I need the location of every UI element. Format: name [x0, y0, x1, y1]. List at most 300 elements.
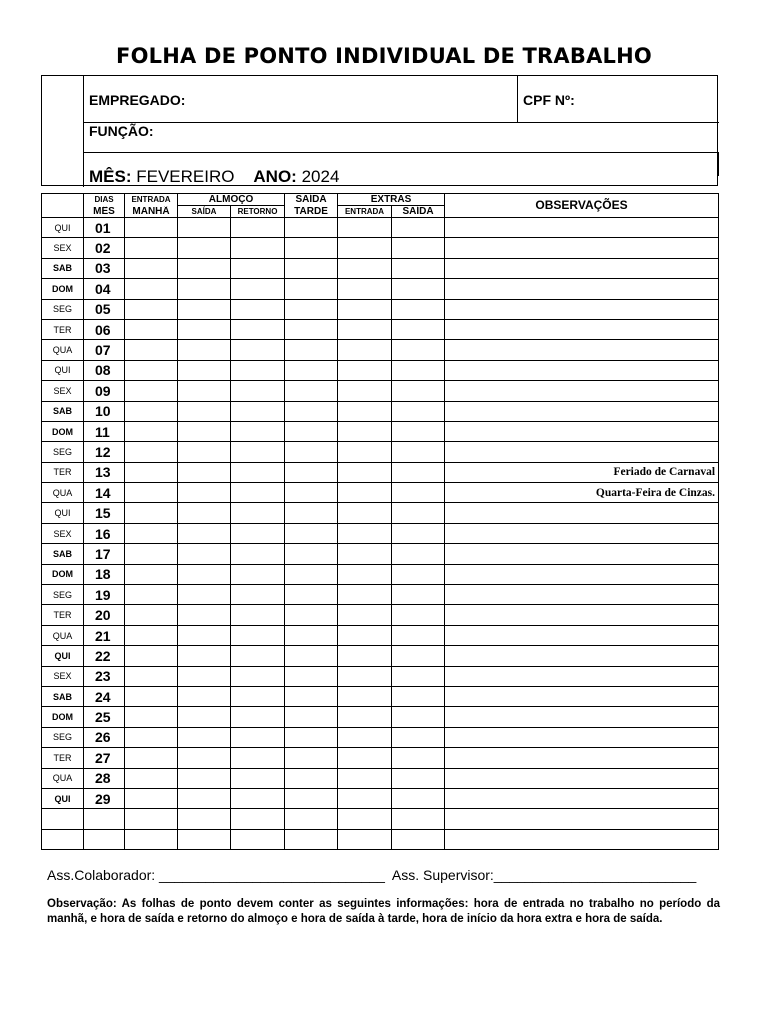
observacoes-header: OBSERVAÇÕES	[445, 194, 719, 218]
entrada-manha-cell[interactable]	[125, 544, 178, 564]
weekday-cell: SAB	[42, 544, 84, 564]
day-number-cell: 04	[84, 279, 125, 299]
observacoes-cell[interactable]	[445, 360, 719, 380]
observacoes-cell[interactable]: Quarta-Feira de Cinzas.	[445, 483, 719, 503]
almoco-retorno-cell[interactable]	[231, 523, 285, 543]
observacoes-cell[interactable]	[445, 727, 719, 747]
extras-saida-cell[interactable]	[392, 381, 445, 401]
observacoes-cell[interactable]	[445, 646, 719, 666]
almoco-retorno-cell[interactable]	[231, 258, 285, 278]
weekday-cell: QUA	[42, 625, 84, 645]
observacoes-cell[interactable]	[445, 605, 719, 625]
observacoes-cell[interactable]	[445, 544, 719, 564]
observacoes-cell[interactable]	[445, 788, 719, 808]
entrada-manha-cell[interactable]	[125, 258, 178, 278]
extras-entrada-cell[interactable]	[338, 605, 392, 625]
entrada-manha-cell[interactable]	[125, 686, 178, 706]
almoco-retorno-cell[interactable]	[231, 381, 285, 401]
saida-tarde-cell[interactable]	[285, 625, 338, 645]
almoco-saida-header: SAÍDA	[178, 206, 231, 218]
extras-entrada-cell[interactable]	[338, 564, 392, 584]
entrada-manha-cell[interactable]	[125, 442, 178, 462]
weekday-cell	[42, 809, 84, 829]
almoco-retorno-cell[interactable]	[231, 686, 285, 706]
almoco-retorno-cell[interactable]	[231, 360, 285, 380]
observacoes-cell[interactable]	[445, 258, 719, 278]
extras-saida-cell[interactable]	[392, 319, 445, 339]
entrada-manha-cell[interactable]	[125, 605, 178, 625]
day-number-cell: 17	[84, 544, 125, 564]
extras-saida-cell[interactable]	[392, 360, 445, 380]
almoco-saida-cell[interactable]	[178, 625, 231, 645]
extras-saida-cell[interactable]	[392, 646, 445, 666]
extras-entrada-cell[interactable]	[338, 442, 392, 462]
entrada-manha-cell[interactable]	[125, 523, 178, 543]
header-divider	[717, 152, 719, 176]
mes-header: MÊS	[84, 206, 125, 218]
extras-entrada-cell[interactable]	[338, 544, 392, 564]
almoco-saida-cell[interactable]	[178, 564, 231, 584]
almoco-retorno-header: RETORNO	[231, 206, 285, 218]
colaborador-signature[interactable]: Ass.Colaborador: _____________________________	[47, 867, 385, 883]
ano-value: 2024	[301, 167, 340, 186]
extras-entrada-cell[interactable]	[338, 625, 392, 645]
saida-tarde-cell[interactable]	[285, 585, 338, 605]
manha-header: MANHÃ	[125, 206, 178, 218]
saida-tarde-cell[interactable]	[285, 727, 338, 747]
weekday-cell: SAB	[42, 401, 84, 421]
timesheet-table	[41, 193, 719, 850]
note-label: Observação:	[47, 898, 117, 910]
table-row	[42, 544, 719, 564]
extras-saida-cell[interactable]	[392, 809, 445, 829]
observacoes-cell[interactable]	[445, 503, 719, 523]
saida-tarde-cell[interactable]	[285, 788, 338, 808]
table-row	[42, 340, 719, 360]
almoco-saida-cell[interactable]	[178, 523, 231, 543]
almoco-saida-cell[interactable]	[178, 319, 231, 339]
table-row	[42, 218, 719, 238]
entrada-manha-cell[interactable]	[125, 564, 178, 584]
supervisor-signature[interactable]: Ass. Supervisor:__________________________	[391, 867, 697, 883]
extras-entrada-cell[interactable]	[338, 360, 392, 380]
day-number-cell: 24	[84, 686, 125, 706]
almoco-retorno-cell[interactable]	[231, 646, 285, 666]
entrada-manha-cell[interactable]	[125, 625, 178, 645]
observacoes-cell[interactable]	[445, 442, 719, 462]
extras-entrada-cell[interactable]	[338, 421, 392, 441]
saida-tarde-cell[interactable]	[285, 707, 338, 727]
observacoes-cell[interactable]	[445, 523, 719, 543]
extras-entrada-cell[interactable]	[338, 686, 392, 706]
weekday-header	[42, 194, 84, 218]
extras-entrada-cell[interactable]	[338, 768, 392, 788]
saida-tarde-cell[interactable]	[285, 768, 338, 788]
extras-entrada-cell[interactable]	[338, 585, 392, 605]
almoco-retorno-cell[interactable]	[231, 625, 285, 645]
entrada-manha-cell[interactable]	[125, 503, 178, 523]
table-row	[42, 666, 719, 686]
observacoes-cell[interactable]	[445, 401, 719, 421]
almoco-retorno-cell[interactable]	[231, 768, 285, 788]
extras-entrada-cell[interactable]	[338, 809, 392, 829]
almoco-saida-cell[interactable]	[178, 788, 231, 808]
almoco-retorno-cell[interactable]	[231, 238, 285, 258]
observacoes-cell[interactable]: Feriado de Carnaval	[445, 462, 719, 482]
almoco-saida-cell[interactable]	[178, 483, 231, 503]
extras-saida-cell[interactable]	[392, 564, 445, 584]
entrada-manha-cell[interactable]	[125, 829, 178, 849]
almoco-retorno-cell[interactable]	[231, 809, 285, 829]
observacoes-cell[interactable]	[445, 299, 719, 319]
almoco-saida-cell[interactable]	[178, 238, 231, 258]
header-divider	[517, 76, 518, 122]
almoco-saida-cell[interactable]	[178, 585, 231, 605]
extras-saida-cell[interactable]	[392, 258, 445, 278]
extras-saida-cell[interactable]	[392, 218, 445, 238]
entrada-manha-cell[interactable]	[125, 381, 178, 401]
extras-saida-cell[interactable]	[392, 340, 445, 360]
weekday-cell: TER	[42, 748, 84, 768]
saida-tarde-cell[interactable]	[285, 503, 338, 523]
almoco-retorno-cell[interactable]	[231, 727, 285, 747]
entrada-manha-cell[interactable]	[125, 809, 178, 829]
almoco-saida-cell[interactable]	[178, 381, 231, 401]
saida-tarde-cell[interactable]	[285, 686, 338, 706]
observacoes-cell[interactable]	[445, 564, 719, 584]
almoco-saida-cell[interactable]	[178, 727, 231, 747]
entrada-manha-cell[interactable]	[125, 360, 178, 380]
extras-entrada-cell[interactable]	[338, 727, 392, 747]
saida-tarde-cell[interactable]	[285, 340, 338, 360]
weekday-cell: SEG	[42, 299, 84, 319]
extras-entrada-cell[interactable]	[338, 646, 392, 666]
table-row	[42, 279, 719, 299]
day-number-cell: 03	[84, 258, 125, 278]
extras-saida-cell[interactable]	[392, 788, 445, 808]
entrada-manha-cell[interactable]	[125, 279, 178, 299]
day-number-cell: 09	[84, 381, 125, 401]
almoco-saida-cell[interactable]	[178, 442, 231, 462]
almoco-saida-cell[interactable]	[178, 666, 231, 686]
extras-entrada-cell[interactable]	[338, 258, 392, 278]
almoco-retorno-cell[interactable]	[231, 707, 285, 727]
mes-value: FEVEREIRO	[136, 167, 235, 186]
saida-tarde-cell[interactable]	[285, 544, 338, 564]
almoco-saida-cell[interactable]	[178, 707, 231, 727]
extras-entrada-cell[interactable]	[338, 788, 392, 808]
saida-tarde-cell[interactable]	[285, 809, 338, 829]
table-row	[42, 523, 719, 543]
almoco-retorno-cell[interactable]	[231, 340, 285, 360]
entrada-manha-cell[interactable]	[125, 707, 178, 727]
almoco-retorno-cell[interactable]	[231, 421, 285, 441]
entrada-manha-cell[interactable]	[125, 788, 178, 808]
day-number-cell: 14	[84, 483, 125, 503]
entrada-manha-cell[interactable]	[125, 319, 178, 339]
observacoes-cell[interactable]	[445, 279, 719, 299]
observacoes-cell[interactable]	[445, 686, 719, 706]
entrada-manha-cell[interactable]	[125, 748, 178, 768]
almoco-saida-cell[interactable]	[178, 340, 231, 360]
day-number-cell: 18	[84, 564, 125, 584]
almoco-saida-cell[interactable]	[178, 686, 231, 706]
almoco-retorno-cell[interactable]	[231, 585, 285, 605]
extras-saida-cell[interactable]	[392, 523, 445, 543]
cpf-label: CPF Nº:	[523, 92, 575, 108]
almoco-saida-cell[interactable]	[178, 401, 231, 421]
weekday-cell: QUI	[42, 503, 84, 523]
extras-saida-cell[interactable]	[392, 299, 445, 319]
extras-entrada-cell[interactable]	[338, 238, 392, 258]
extras-entrada-cell[interactable]	[338, 279, 392, 299]
entrada-manha-cell[interactable]	[125, 585, 178, 605]
saida-tarde-cell[interactable]	[285, 258, 338, 278]
extras-saida-header: SAÍDA	[392, 206, 445, 218]
weekday-cell: SEG	[42, 442, 84, 462]
saida-tarde-cell[interactable]	[285, 401, 338, 421]
day-number-cell: 01	[84, 218, 125, 238]
almoco-retorno-cell[interactable]	[231, 483, 285, 503]
day-number-cell: 29	[84, 788, 125, 808]
table-row	[42, 483, 719, 503]
table-row	[42, 503, 719, 523]
almoco-saida-cell[interactable]	[178, 544, 231, 564]
saida-tarde-cell[interactable]	[285, 279, 338, 299]
day-number-cell: 13	[84, 462, 125, 482]
entrada-manha-cell[interactable]	[125, 727, 178, 747]
extras-saida-cell[interactable]	[392, 503, 445, 523]
entrada-manha-cell[interactable]	[125, 646, 178, 666]
table-row	[42, 258, 719, 278]
weekday-cell: SEG	[42, 585, 84, 605]
extras-entrada-cell[interactable]	[338, 340, 392, 360]
extras-entrada-cell[interactable]	[338, 483, 392, 503]
saida-tarde-cell[interactable]	[285, 319, 338, 339]
extras-saida-cell[interactable]	[392, 829, 445, 849]
saida-tarde-cell[interactable]	[285, 483, 338, 503]
extras-entrada-cell[interactable]	[338, 401, 392, 421]
almoco-retorno-cell[interactable]	[231, 218, 285, 238]
extras-saida-cell[interactable]	[392, 605, 445, 625]
weekday-cell: TER	[42, 462, 84, 482]
almoco-saida-cell[interactable]	[178, 748, 231, 768]
table-row	[42, 238, 719, 258]
observacoes-cell[interactable]	[445, 421, 719, 441]
saida-tarde-header: SAÍDA	[285, 194, 338, 206]
table-row	[42, 299, 719, 319]
table-row	[42, 788, 719, 808]
observacoes-cell[interactable]	[445, 319, 719, 339]
observacoes-cell[interactable]	[445, 218, 719, 238]
extras-entrada-header: ENTRADA	[338, 206, 392, 218]
saida-tarde-cell[interactable]	[285, 462, 338, 482]
day-number-cell: 26	[84, 727, 125, 747]
almoco-saida-cell[interactable]	[178, 503, 231, 523]
observacoes-cell[interactable]	[445, 748, 719, 768]
day-number-cell: 22	[84, 646, 125, 666]
observacoes-cell[interactable]	[445, 585, 719, 605]
header-divider	[83, 152, 719, 153]
header-divider	[83, 122, 719, 123]
funcao-label: FUNÇÃO:	[89, 123, 154, 139]
weekday-cell: DOM	[42, 279, 84, 299]
saida-tarde-cell[interactable]	[285, 523, 338, 543]
entrada-manha-cell[interactable]	[125, 768, 178, 788]
almoco-retorno-cell[interactable]	[231, 279, 285, 299]
extras-entrada-cell[interactable]	[338, 707, 392, 727]
extras-saida-cell[interactable]	[392, 625, 445, 645]
entrada-manha-cell[interactable]	[125, 462, 178, 482]
table-row	[42, 585, 719, 605]
saida-tarde-cell[interactable]	[285, 748, 338, 768]
extras-entrada-cell[interactable]	[338, 381, 392, 401]
saida-tarde-cell[interactable]	[285, 829, 338, 849]
tarde-header: TARDE	[285, 206, 338, 218]
almoco-retorno-cell[interactable]	[231, 544, 285, 564]
saida-tarde-cell[interactable]	[285, 360, 338, 380]
note-text: As folhas de ponto devem conter as seguintes informações: hora de entrada no trabalho no período da manhã, e hora de saída e retorno do almoço e hora de saída à tarde, hora de início da hora extra e hora de saída.	[47, 898, 720, 925]
extras-entrada-cell[interactable]	[338, 319, 392, 339]
almoco-retorno-cell[interactable]	[231, 666, 285, 686]
table-row	[42, 809, 719, 829]
saida-tarde-cell[interactable]	[285, 381, 338, 401]
table-row	[42, 727, 719, 747]
extras-saida-cell[interactable]	[392, 238, 445, 258]
almoco-saida-cell[interactable]	[178, 809, 231, 829]
almoco-saida-cell[interactable]	[178, 360, 231, 380]
observacoes-cell[interactable]	[445, 381, 719, 401]
almoco-retorno-cell[interactable]	[231, 748, 285, 768]
almoco-retorno-cell[interactable]	[231, 503, 285, 523]
extras-saida-cell[interactable]	[392, 686, 445, 706]
table-row	[42, 829, 719, 849]
observacoes-cell[interactable]	[445, 768, 719, 788]
extras-entrada-cell[interactable]	[338, 523, 392, 543]
saida-tarde-cell[interactable]	[285, 421, 338, 441]
almoco-saida-cell[interactable]	[178, 279, 231, 299]
extras-saida-cell[interactable]	[392, 279, 445, 299]
almoco-retorno-cell[interactable]	[231, 319, 285, 339]
almoco-retorno-cell[interactable]	[231, 442, 285, 462]
extras-saida-cell[interactable]	[392, 585, 445, 605]
weekday-cell: QUI	[42, 788, 84, 808]
entrada-manha-cell[interactable]	[125, 340, 178, 360]
extras-header: EXTRAS	[338, 194, 445, 206]
saida-tarde-cell[interactable]	[285, 646, 338, 666]
table-row	[42, 605, 719, 625]
day-number-cell: 23	[84, 666, 125, 686]
weekday-cell: SEG	[42, 727, 84, 747]
saida-tarde-cell[interactable]	[285, 666, 338, 686]
entrada-manha-cell[interactable]	[125, 299, 178, 319]
weekday-cell: TER	[42, 319, 84, 339]
almoco-saida-cell[interactable]	[178, 258, 231, 278]
observacoes-cell[interactable]	[445, 625, 719, 645]
weekday-cell: QUA	[42, 483, 84, 503]
extras-entrada-cell[interactable]	[338, 748, 392, 768]
saida-tarde-cell[interactable]	[285, 218, 338, 238]
table-row	[42, 442, 719, 462]
day-number-cell: 05	[84, 299, 125, 319]
almoco-retorno-cell[interactable]	[231, 564, 285, 584]
extras-saida-cell[interactable]	[392, 401, 445, 421]
month-year-line	[89, 167, 339, 187]
almoco-retorno-cell[interactable]	[231, 788, 285, 808]
day-number-cell: 27	[84, 748, 125, 768]
saida-tarde-cell[interactable]	[285, 299, 338, 319]
table-row	[42, 707, 719, 727]
extras-saida-cell[interactable]	[392, 707, 445, 727]
almoco-saida-cell[interactable]	[178, 421, 231, 441]
observacoes-cell[interactable]	[445, 666, 719, 686]
extras-saida-cell[interactable]	[392, 544, 445, 564]
extras-saida-cell[interactable]	[392, 462, 445, 482]
entrada-manha-header: ENTRADA	[125, 194, 178, 206]
observacoes-cell[interactable]	[445, 809, 719, 829]
entrada-manha-cell[interactable]	[125, 421, 178, 441]
day-number-cell: 06	[84, 319, 125, 339]
extras-entrada-cell[interactable]	[338, 462, 392, 482]
observacoes-cell[interactable]	[445, 238, 719, 258]
extras-saida-cell[interactable]	[392, 727, 445, 747]
almoco-retorno-cell[interactable]	[231, 829, 285, 849]
saida-tarde-cell[interactable]	[285, 238, 338, 258]
weekday-cell: SEX	[42, 523, 84, 543]
extras-saida-cell[interactable]	[392, 442, 445, 462]
entrada-manha-cell[interactable]	[125, 218, 178, 238]
almoco-saida-cell[interactable]	[178, 218, 231, 238]
page-title: FOLHA DE PONTO INDIVIDUAL DE TRABALHO	[116, 44, 652, 68]
almoco-saida-cell[interactable]	[178, 646, 231, 666]
extras-entrada-cell[interactable]	[338, 666, 392, 686]
extras-entrada-cell[interactable]	[338, 218, 392, 238]
entrada-manha-cell[interactable]	[125, 666, 178, 686]
almoco-retorno-cell[interactable]	[231, 462, 285, 482]
entrada-manha-cell[interactable]	[125, 483, 178, 503]
almoco-saida-cell[interactable]	[178, 462, 231, 482]
extras-saida-cell[interactable]	[392, 483, 445, 503]
almoco-retorno-cell[interactable]	[231, 401, 285, 421]
almoco-saida-cell[interactable]	[178, 768, 231, 788]
extras-saida-cell[interactable]	[392, 421, 445, 441]
almoco-saida-cell[interactable]	[178, 299, 231, 319]
almoco-saida-cell[interactable]	[178, 829, 231, 849]
saida-tarde-cell[interactable]	[285, 605, 338, 625]
almoco-retorno-cell[interactable]	[231, 299, 285, 319]
almoco-retorno-cell[interactable]	[231, 605, 285, 625]
extras-saida-cell[interactable]	[392, 666, 445, 686]
almoco-saida-cell[interactable]	[178, 605, 231, 625]
entrada-manha-cell[interactable]	[125, 401, 178, 421]
entrada-manha-cell[interactable]	[125, 238, 178, 258]
saida-tarde-cell[interactable]	[285, 564, 338, 584]
observacoes-cell[interactable]	[445, 707, 719, 727]
weekday-cell: QUI	[42, 646, 84, 666]
saida-tarde-cell[interactable]	[285, 442, 338, 462]
observacoes-cell[interactable]	[445, 829, 719, 849]
day-number-cell: 02	[84, 238, 125, 258]
observacoes-cell[interactable]	[445, 340, 719, 360]
extras-entrada-cell[interactable]	[338, 503, 392, 523]
extras-saida-cell[interactable]	[392, 768, 445, 788]
day-number-cell: 16	[84, 523, 125, 543]
extras-saida-cell[interactable]	[392, 748, 445, 768]
day-number-cell: 10	[84, 401, 125, 421]
extras-entrada-cell[interactable]	[338, 829, 392, 849]
extras-entrada-cell[interactable]	[338, 299, 392, 319]
table-row	[42, 462, 719, 482]
